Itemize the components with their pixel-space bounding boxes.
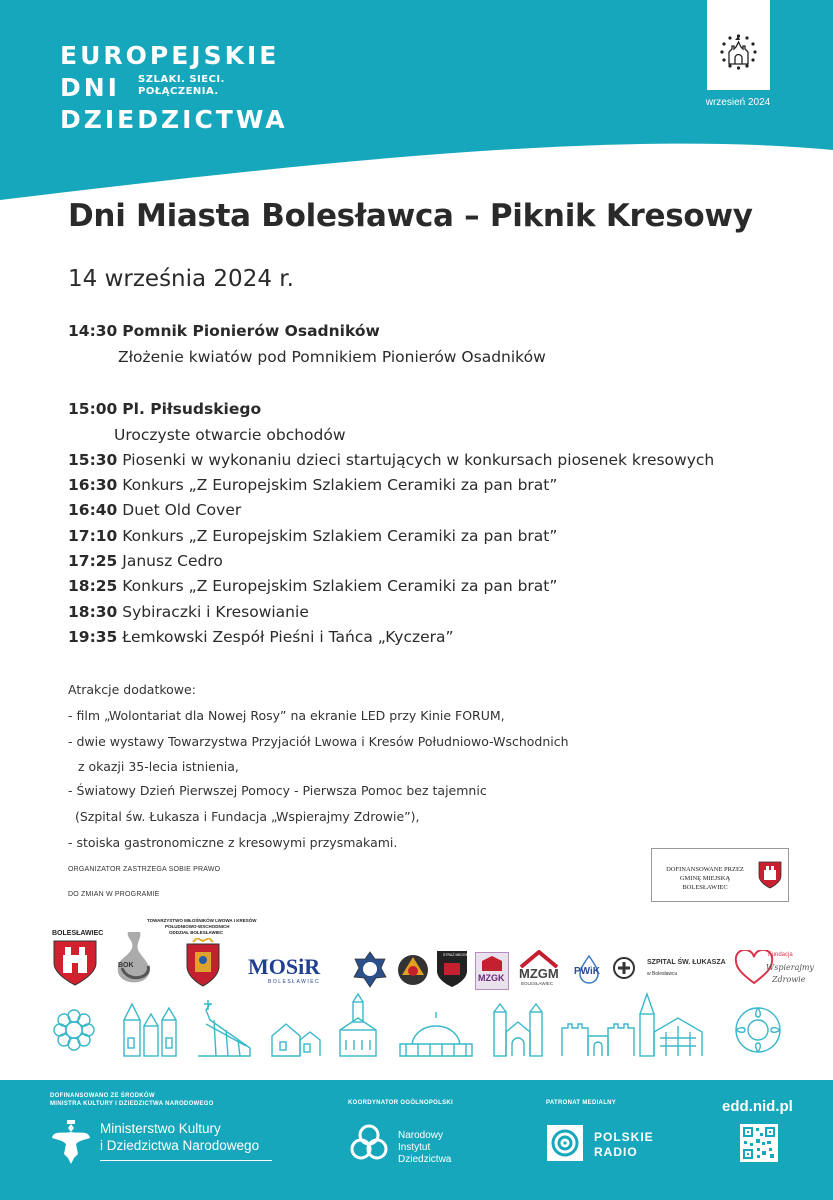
city-coat-of-arms-icon	[758, 861, 782, 889]
towarzystwo-line: ODDZIAŁ BOLESŁAWIEC	[169, 930, 224, 935]
fortress-wall-icon	[562, 1024, 634, 1056]
tagline-line-1: SZLAKI. SIECI.	[138, 74, 225, 85]
fundacja-line: Wspierajmy	[766, 963, 814, 972]
bok-label: BOK	[118, 962, 134, 969]
schedule-time: 18:30	[68, 603, 118, 621]
fundacja-line: Zdrowie	[772, 975, 806, 984]
patron-name-line: POLSKIE	[594, 1130, 654, 1144]
towarzystwo-line: POŁUDNIOWO-WSCHODNICH	[165, 924, 230, 929]
schedule-text: Łemkowski Zespół Pieśni i Tańca „Kyczera”	[122, 628, 454, 646]
church-gate-icon	[494, 1004, 542, 1056]
polskie-radio-icon	[546, 1124, 584, 1162]
monument-icon	[198, 1000, 250, 1056]
attraction-line: - Światowy Dzień Pierwszej Pomocy - Pierwsza Pomoc bez tajemnic	[68, 783, 487, 798]
schedule-time: 17:25	[68, 552, 118, 570]
schedule-item	[68, 628, 454, 646]
mosir-logo	[248, 954, 348, 988]
straz-label: STRAŻ MIEJSKA	[443, 953, 471, 957]
boleslawiec-logo	[52, 930, 104, 988]
schedule-time: 17:10	[68, 527, 118, 545]
organizer-note: ORGANIZATOR ZASTRZEGA SOBIE PRAWO	[68, 866, 221, 873]
castle-stars-icon	[707, 0, 770, 90]
straz-miejska-logo	[435, 949, 469, 989]
rosette-right-icon	[736, 1008, 780, 1052]
schedule-item	[68, 400, 261, 418]
schedule-text: Konkurs „Z Europejskim Szlakiem Ceramiki za pan brat”	[122, 527, 558, 545]
ministry-caption-line: DOFINANSOWANO ZE ŚRODKÓW	[50, 1093, 155, 1099]
logo-tagline	[138, 74, 225, 98]
landmark-illustrations	[40, 990, 800, 1062]
schedule-text: Pomnik Pionierów Osadników	[122, 322, 380, 340]
szpital-logo	[612, 956, 732, 986]
boleslawiec-label: BOLESŁAWIEC	[52, 930, 104, 937]
schedule-text: Konkurs „Z Europejskim Szlakiem Ceramiki za pan brat”	[122, 476, 558, 494]
ministry-name	[100, 1120, 259, 1154]
schedule-item	[68, 603, 309, 621]
page-title: Dni Miasta Bolesławca – Piknik Kresowy	[68, 198, 753, 234]
coordinator-name	[398, 1130, 451, 1166]
mzgk-label: MZGK	[478, 973, 505, 983]
ministry-name-line: Ministerstwo Kultury	[100, 1121, 221, 1136]
schedule-item	[68, 476, 557, 494]
schedule-item	[68, 552, 223, 570]
schedule-item	[68, 577, 557, 595]
schedule-time: 15:00	[68, 400, 118, 418]
pwik-label: PWiK	[574, 966, 601, 977]
mosir-sub: BOLESŁAWIEC	[268, 979, 321, 985]
towarzystwo-text	[147, 918, 257, 936]
szpital-label: SZPITAL ŚW. ŁUKASZA	[647, 959, 726, 966]
polish-eagle-icon	[50, 1118, 92, 1166]
footer-banner	[0, 1080, 833, 1200]
schedule-text: Konkurs „Z Europejskim Szlakiem Ceramiki za pan brat”	[122, 577, 558, 595]
hospital-cross-icon	[612, 956, 636, 980]
tagline-line-2: POŁĄCZENIA.	[138, 86, 219, 97]
schedule-time: 18:25	[68, 577, 118, 595]
ministry-name-line: i Dziedzictwa Narodowego	[100, 1138, 260, 1153]
header-banner	[0, 0, 833, 230]
schedule-time: 15:30	[68, 451, 118, 469]
attraction-line: - film „Wolontariat dla Nowej Rosy” na ekranie LED przy Kinie FORUM,	[68, 708, 505, 723]
attraction-line: z okazji 35-lecia istnienia,	[78, 759, 239, 774]
ministry-caption	[50, 1092, 214, 1108]
schedule-time: 14:30	[68, 322, 118, 340]
schedule-time: 16:30	[68, 476, 118, 494]
mzgm-label: MZGM	[519, 966, 559, 981]
attractions-heading: Atrakcje dodatkowe:	[68, 682, 196, 697]
cathedral-icon	[640, 994, 702, 1056]
city-funding-box	[651, 848, 789, 902]
schedule-text: Janusz Cedro	[122, 552, 223, 570]
ministry-caption-line: MINISTRA KULTURY I DZIEDZICTWA NARODOWEGO	[50, 1101, 214, 1107]
funding-line-1: DOFINANSOWANE PRZEZ	[666, 866, 744, 873]
schedule-item	[68, 451, 714, 469]
schedule-time: 16:40	[68, 501, 118, 519]
towarzystwo-line: TOWARZYSTWO MIŁOŚNIKÓW LWOWA I KRESÓW	[147, 918, 257, 923]
police-badge-icon	[352, 951, 388, 989]
patron-caption: PATRONAT MEDIALNY	[546, 1100, 617, 1106]
coordinator-name-line: Instytut	[398, 1142, 431, 1153]
nid-logo-icon	[348, 1122, 390, 1164]
schedule-item	[68, 527, 557, 545]
schedule-subtext: Złożenie kwiatów pod Pomnikiem Pionierów Osadników	[118, 348, 546, 366]
logo-word-2: DNI	[60, 73, 120, 102]
schedule-item	[68, 322, 380, 340]
coordinator-caption: KOORDYNATOR OGÓLNOPOLSKI	[348, 1100, 453, 1106]
lwow-coat-of-arms-icon	[185, 938, 221, 988]
fire-brigade-badge-icon	[396, 951, 430, 989]
fundacja-logo	[734, 950, 814, 990]
szpital-sub: w Bolesławcu	[647, 971, 678, 977]
attraction-line: - dwie wystawy Towarzystwa Przyjaciół Lwowa i Kresów Południowo-Wschodnich	[68, 734, 569, 749]
pwik-logo	[572, 954, 606, 986]
mzgm-logo	[513, 950, 565, 988]
rosette-left-icon	[54, 1010, 94, 1050]
dome-hall-icon	[400, 1012, 472, 1056]
coordinator-name-line: Dziedzictwa	[398, 1154, 452, 1165]
attraction-line: - stoiska gastronomiczne z kresowymi przysmakami.	[68, 835, 398, 850]
eu-heritage-emblem	[707, 0, 770, 90]
logo-word-3: DZIEDZICTWA	[60, 105, 288, 134]
patron-name	[594, 1130, 654, 1160]
header-date: wrzesień 2024	[705, 97, 771, 108]
mzgk-building-icon	[480, 955, 504, 973]
schedule-time: 19:35	[68, 628, 118, 646]
patron-name-line: RADIO	[594, 1145, 638, 1159]
schedule-text: Sybiraczki i Kresowianie	[122, 603, 309, 621]
castle-towers-icon	[124, 1004, 176, 1056]
schedule-text: Pl. Piłsudskiego	[122, 400, 262, 418]
mzgk-logo	[475, 952, 509, 990]
event-date: 14 września 2024 r.	[68, 266, 294, 292]
attraction-line: (Szpital św. Łukasza i Fundacja „Wspierajmy Zdrowie”),	[75, 809, 420, 824]
organizer-note: DO ZMIAN W PROGRAMIE	[68, 891, 160, 898]
website-url[interactable]: edd.nid.pl	[722, 1098, 793, 1115]
logo-word-1: EUROPEJSKIE	[60, 41, 280, 70]
schedule-subtext: Uroczyste otwarcie obchodów	[114, 426, 346, 444]
house-small-icon	[272, 1024, 320, 1056]
ministry-underline	[100, 1160, 272, 1161]
boleslawiec-coat-of-arms-icon	[52, 939, 98, 987]
funding-line-2: GMINĘ MIEJSKĄ BOLESŁAWIEC	[679, 875, 731, 891]
fundacja-line: Fundacja	[768, 952, 793, 958]
qr-code-icon[interactable]	[740, 1124, 778, 1162]
mosir-label: MOSiR	[248, 954, 321, 979]
schedule-text: Duet Old Cover	[122, 501, 242, 519]
funding-text	[658, 865, 752, 892]
mzgm-sub: BOLESŁAWIEC	[521, 981, 554, 986]
schedule-item	[68, 501, 241, 519]
schedule-text: Piosenki w wykonaniu dzieci startujących w konkursach piosenek kresowych	[122, 451, 715, 469]
coordinator-name-line: Narodowy	[398, 1130, 444, 1141]
town-hall-icon	[340, 994, 376, 1056]
